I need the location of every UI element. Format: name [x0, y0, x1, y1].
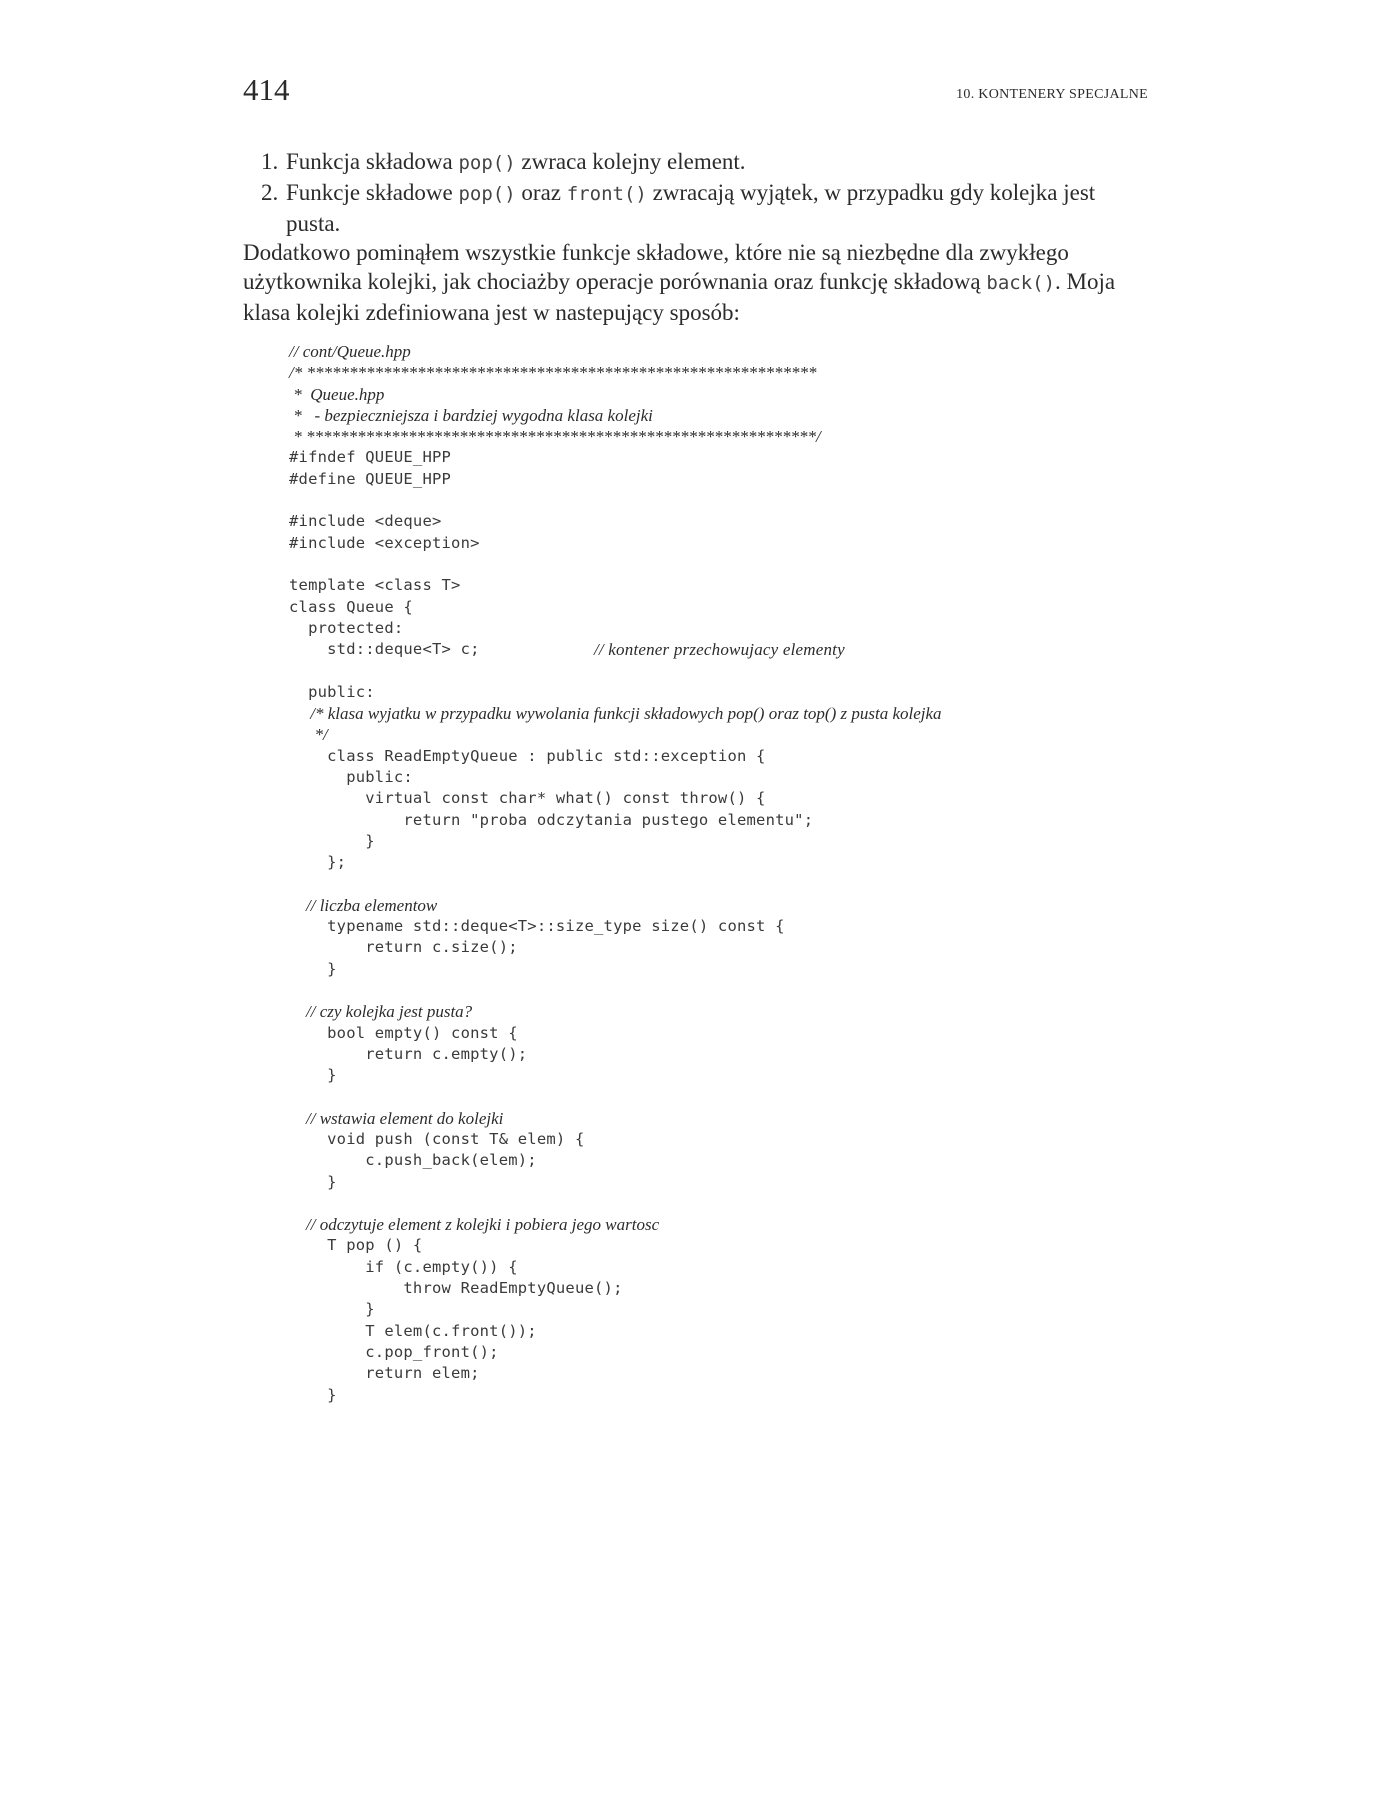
code-line — [289, 682, 1149, 703]
code-line — [289, 959, 1149, 980]
code-line — [289, 533, 1149, 554]
inline-code: front() — [566, 183, 647, 205]
code-line — [289, 1001, 1149, 1022]
code-line — [289, 1363, 1149, 1384]
code-comment: */ — [289, 725, 328, 745]
code-line — [289, 1385, 1149, 1406]
code-text: }; — [289, 853, 347, 872]
code-text: } — [289, 1300, 375, 1319]
paragraph-text: . Moja klasa kolejki zdefiniowana jest w nastepujący sposób: — [243, 269, 1116, 325]
code-line — [289, 746, 1149, 767]
list-text: Funkcja składowa — [286, 149, 459, 174]
list-item — [243, 178, 1148, 238]
code-line — [289, 937, 1149, 958]
code-line — [289, 639, 1149, 660]
code-line — [289, 447, 1149, 468]
list-marker: 2. — [261, 180, 279, 205]
running-head: 10. KONTENERY SPECJALNE — [956, 87, 1148, 102]
code-line — [289, 895, 1149, 916]
list-text: zwracają wyjątek, w przypadku gdy kolejka jest pusta. — [286, 180, 1096, 236]
code-text: std::deque<T> c; — [289, 640, 480, 659]
code-comment: * ************************************************************/ — [289, 427, 821, 447]
code-line — [289, 597, 1149, 618]
code-text: class ReadEmptyQueue : public std::exception { — [289, 746, 766, 765]
code-text: throw ReadEmptyQueue(); — [289, 1279, 623, 1298]
code-line — [289, 384, 1149, 405]
code-comment: /* klasa wyjatku w przypadku wywolania funkcji składowych pop() oraz top() z pusta kolejka — [289, 704, 942, 724]
code-text: c.pop_front(); — [289, 1342, 499, 1361]
code-line — [289, 362, 1149, 383]
code-line — [289, 1086, 1149, 1107]
code-line — [289, 767, 1149, 788]
numbered-list — [243, 147, 1148, 238]
code-line — [289, 1150, 1149, 1171]
code-line — [289, 1108, 1149, 1129]
code-text: class Queue { — [289, 597, 413, 616]
code-text: T pop () { — [289, 1236, 423, 1255]
code-line — [289, 1044, 1149, 1065]
code-comment: * - bezpieczniejsza i bardziej wygodna klasa kolejki — [289, 405, 653, 425]
list-text: oraz — [515, 180, 567, 205]
code-line — [289, 405, 1149, 426]
code-line — [289, 341, 1149, 362]
code-text: return c.empty(); — [289, 1044, 528, 1063]
page-number: 414 — [243, 72, 290, 107]
body-text — [243, 147, 1148, 327]
code-line — [289, 810, 1149, 831]
code-line — [289, 1257, 1149, 1278]
code-comment: // czy kolejka jest pusta? — [289, 1002, 473, 1022]
code-line — [289, 703, 1149, 724]
code-line — [289, 1299, 1149, 1320]
code-line — [289, 1342, 1149, 1363]
code-line — [289, 511, 1149, 532]
code-text: #define QUEUE_HPP — [289, 469, 452, 488]
inline-code: pop() — [458, 152, 516, 174]
code-comment: // kontener przechowujacy elementy — [594, 640, 845, 660]
code-text: } — [289, 959, 337, 978]
code-text: return elem; — [289, 1364, 480, 1383]
code-line — [289, 490, 1149, 511]
code-text: void push (const T& elem) { — [289, 1129, 585, 1148]
code-text: typename std::deque<T>::size_type size() const { — [289, 917, 785, 936]
code-text: bool empty() const { — [289, 1023, 518, 1042]
code-line — [289, 916, 1149, 937]
paragraph — [243, 238, 1148, 327]
code-comment: // liczba elementow — [289, 895, 438, 915]
code-text: return c.size(); — [289, 938, 518, 957]
code-line — [289, 554, 1149, 575]
code-text: virtual const char* what() const throw() { — [289, 789, 766, 808]
code-text: template <class T> — [289, 576, 461, 595]
code-line — [289, 980, 1149, 1001]
code-line — [289, 469, 1149, 490]
code-text: #ifndef QUEUE_HPP — [289, 448, 452, 467]
code-line — [289, 788, 1149, 809]
list-marker: 1. — [261, 149, 279, 174]
code-line — [289, 618, 1149, 639]
code-text: #include <exception> — [289, 533, 480, 552]
code-text: c.push_back(elem); — [289, 1151, 537, 1170]
code-comment: // odczytuje element z kolejki i pobiera jego wartosc — [289, 1215, 660, 1235]
code-text: T elem(c.front()); — [289, 1321, 537, 1340]
code-line — [289, 1278, 1149, 1299]
code-text: } — [289, 1385, 337, 1404]
code-line — [289, 1172, 1149, 1193]
code-line — [289, 1214, 1149, 1235]
code-comment: // wstawia element do kolejki — [289, 1108, 504, 1128]
code-line — [289, 426, 1149, 447]
list-text: zwraca kolejny element. — [515, 149, 746, 174]
code-line — [289, 660, 1149, 681]
code-text: #include <deque> — [289, 512, 442, 531]
code-text: } — [289, 1066, 337, 1085]
code-line — [289, 873, 1149, 894]
code-text: } — [289, 1172, 337, 1191]
inline-code: pop() — [458, 183, 516, 205]
inline-code: back() — [986, 272, 1056, 294]
code-comment: * Queue.hpp — [289, 384, 385, 404]
code-line — [289, 1129, 1149, 1150]
code-text: protected: — [289, 618, 404, 637]
list-text: Funkcje składowe — [286, 180, 459, 205]
code-text: public: — [289, 767, 413, 786]
code-line — [289, 1235, 1149, 1256]
code-line — [289, 1065, 1149, 1086]
list-item — [243, 147, 1148, 178]
code-text: } — [289, 831, 375, 850]
code-line — [289, 1023, 1149, 1044]
code-comment: // cont/Queue.hpp — [289, 342, 411, 361]
code-text: return "proba odczytania pustego elementu"; — [289, 810, 814, 829]
code-comment: /* ************************************************************ — [289, 363, 817, 383]
code-line — [289, 852, 1149, 873]
code-line — [289, 724, 1149, 745]
code-text: if (c.empty()) { — [289, 1257, 518, 1276]
code-listing — [289, 341, 1149, 1406]
paragraph-text: Dodatkowo pominąłem wszystkie funkcje składowe, które nie są niezbędne dla zwykłego użytkownika kolejki, jak chociażby operacje porównania oraz funkcję składową — [243, 240, 1069, 294]
code-text: public: — [289, 682, 375, 701]
code-line — [289, 1193, 1149, 1214]
code-line — [289, 831, 1149, 852]
code-line — [289, 575, 1149, 596]
code-line — [289, 1321, 1149, 1342]
